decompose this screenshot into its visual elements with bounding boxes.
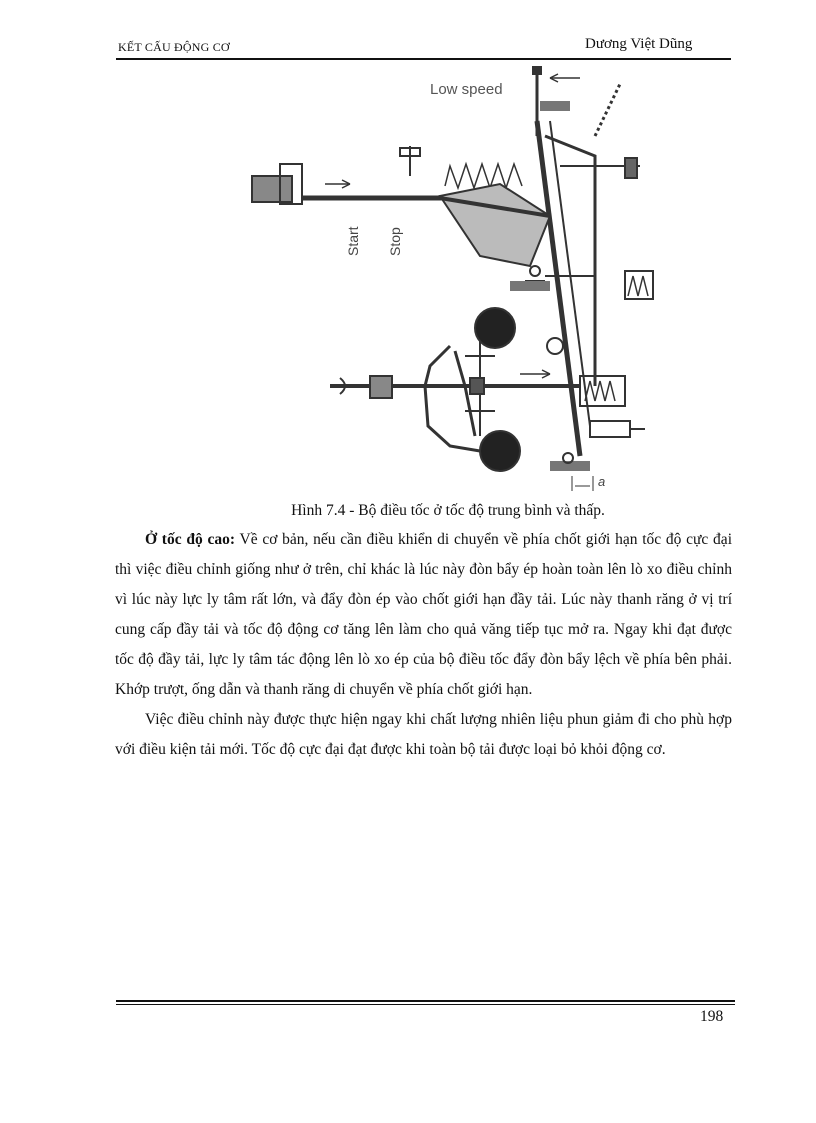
label-low-speed: Low speed [430, 81, 503, 98]
label-start: Start [345, 226, 361, 256]
paragraph-1-text: Về cơ bản, nếu cần điều khiển di chuyển về phía chốt giới hạn tốc độ cực đại thì việc điều chỉnh giống như ở trên, chỉ khác là lúc này đòn bẩy ép hoàn toàn lên lò xo điều chỉnh vì lúc này lực ly tâm rất lớn, và đẩy đòn ép vào chốt giới hạn đầy tải. Lúc này thanh răng ở vị trí cung cấp đầy tải và tốc độ động cơ tăng lên làm cho quả văng tiếp tục mở ra. Ngay khi đạt được tốc độ đầy tải, lực ly tâm tác động lên lò xo ép của bộ điều tốc đẩy đòn bẩy lệch về phía bên phải. Khớp trượt, ống dẫn và thanh răng di chuyển về phía chốt giới hạn. [115, 531, 732, 698]
paragraph-2: Việc điều chỉnh này được thực hiện ngay khi chất lượng nhiên liệu phun giảm đi cho phù hợp với điều kiện tải mới. Tốc độ cực đại đạt được khi toàn bộ tải được loại bỏ khỏi động cơ. [115, 711, 732, 758]
header-left-title: KẾT CẤU ĐỘNG CƠ [118, 40, 230, 54]
footer-rule [116, 1000, 735, 1002]
label-stop: Stop [387, 227, 403, 256]
paragraph-1-lead: Ở tốc độ cao: [145, 531, 236, 548]
footer-rule-thin [116, 1004, 735, 1005]
header-rule [116, 58, 731, 60]
page-number: 198 [700, 1008, 724, 1025]
governor-diagram [250, 66, 670, 496]
body-text [115, 525, 732, 765]
figure-caption: Hình 7.4 - Bộ điều tốc ở tốc độ trung bình và thấp. [291, 502, 605, 519]
label-a: a [598, 474, 606, 489]
header-author: Dương Việt Dũng [585, 36, 693, 52]
paragraph-1 [115, 525, 732, 705]
